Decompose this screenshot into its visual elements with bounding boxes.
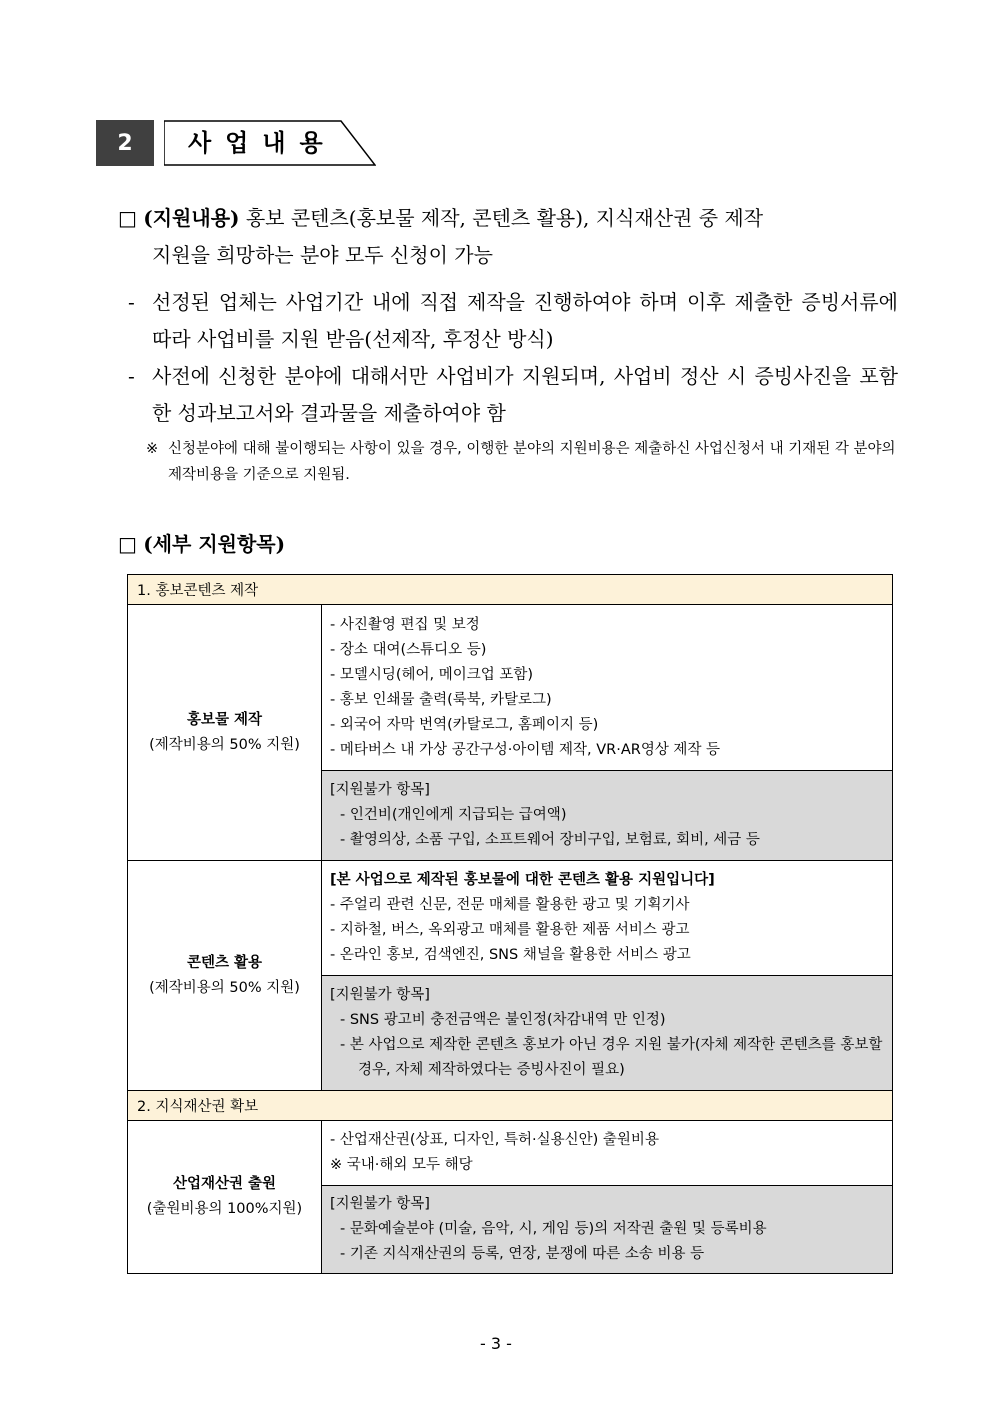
list-item: - 촬영의상, 소품 구입, 소프트웨어 장비구입, 보험료, 회비, 세금 등 [340,832,760,848]
category-label: 2. 지식재산권 확보 [128,1091,893,1121]
row-label-cell [128,861,322,1091]
list-item: - 산업재산권(상표, 디자인, 특허·실용신안) 출원비용 [330,1132,659,1148]
list-item: ※ 국내·해외 모두 해당 [330,1157,473,1173]
page-number: - 3 - [480,1334,512,1353]
items-cell [322,605,893,771]
list-item: - 주얼리 관련 신문, 전문 매체를 활용한 광고 및 기획기사 [330,897,690,913]
excluded-cell [322,1186,893,1274]
excluded-cell [322,771,893,861]
note [146,436,898,488]
excluded-title: [지원불가 항목] [330,782,430,798]
support-content-line2: 지원을 희망하는 분야 모두 신청이 가능 [152,243,493,267]
list-item: - 지하철, 버스, 옥외광고 매체를 활용한 제품 서비스 광고 [330,922,690,938]
checkbox-square: □ [118,532,137,556]
support-content-paragraph [118,200,898,274]
bullet-dash: - [128,364,135,388]
table-row [128,861,893,976]
row-label: 콘텐츠 활용 [186,954,263,971]
list-item: - 메타버스 내 가상 공간구성·아이템 제작, VR·AR영상 제작 등 [330,741,721,758]
row-label-cell [128,605,322,861]
list-intro: [본 사업으로 제작된 홍보물에 대한 콘텐츠 활용 지원입니다] [330,872,715,888]
category-row [128,575,893,605]
items-cell [322,1121,893,1186]
list-item: - 온라인 홍보, 검색엔진, SNS 채널을 활용한 서비스 광고 [330,947,691,963]
detail-table [127,574,893,1274]
category-row [128,1091,893,1121]
list-item: - 홍보 인쇄물 출력(룩북, 카탈로그) [330,691,552,708]
row-sub: (출원비용의 100%지원) [146,1201,303,1217]
row-sub: (제작비용의 50% 지원) [149,736,300,753]
bullet-item-1 [128,284,898,358]
note-mark: ※ [146,441,159,457]
row-label: 홍보물 제작 [186,711,263,728]
list-item: - 기존 지식재산권의 등록, 연장, 분쟁에 따른 소송 비용 등 [340,1246,705,1262]
row-label: 산업재산권 출원 [172,1176,277,1192]
list-item: - 외국어 자막 번역(카탈로그, 홈페이지 등) [330,716,599,733]
excluded-title: [지원불가 항목] [330,1196,430,1212]
items-cell [322,861,893,976]
list-item: - SNS 광고비 충전금액은 불인정(차감내역 만 인정) [340,1012,666,1028]
list-item: - 문화예술분야 (미술, 음악, 시, 게임 등)의 저작권 출원 및 등록비용 [340,1221,767,1237]
section-title: 사업내용 [188,129,337,157]
support-content-heading: (지원내용) [143,206,240,230]
checkbox-square: □ [118,206,137,230]
section-number: 2 [96,120,154,166]
note-text: 신청분야에 대해 불이행되는 사항이 있을 경우, 이행한 분야의 지원비용은 제출하신 사업신청서 내 기재된 각 분야의 제작비용을 기준으로 지원됨. [168,441,896,483]
detail-heading-text: (세부 지원항목) [143,532,286,556]
row-sub: (제작비용의 50% 지원) [149,979,300,996]
list-item: - 모델시딩(헤어, 메이크업 포함) [330,666,534,683]
section-title-box [164,120,376,166]
list-item: - 본 사업으로 제작한 콘텐츠 홍보가 아닌 경우 지원 불가(자체 제작한 콘텐츠를 홍보할 경우, 자체 제작하였다는 증빙사진이 필요) [340,1037,883,1078]
support-content-line1: 홍보 콘텐츠(홍보물 제작, 콘텐츠 활용), 지식재산권 중 제작 [239,206,764,230]
excluded-title: [지원불가 항목] [330,987,430,1003]
section-header [96,120,386,166]
detail-heading [118,526,285,562]
bullet-text: 선정된 업체는 사업기간 내에 직접 제작을 진행하여야 하며 이후 제출한 증빙서류에 따라 사업비를 지원 받음(선제작, 후정산 방식) [152,290,898,351]
excluded-cell [322,976,893,1091]
row-label-cell [128,1121,322,1274]
category-label: 1. 홍보콘텐츠 제작 [128,575,893,605]
list-item: - 장소 대여(스튜디오 등) [330,641,487,658]
table-row [128,1121,893,1186]
list-item: - 인건비(개인에게 지급되는 급여액) [340,807,567,823]
list-item: - 사진촬영 편집 및 보정 [330,616,480,633]
bullet-dash: - [128,290,135,314]
bullet-item-2 [128,358,898,432]
table-row [128,605,893,771]
bullet-text: 사전에 신청한 분야에 대해서만 사업비가 지원되며, 사업비 정산 시 증빙사진을 포함한 성과보고서와 결과물을 제출하여야 함 [152,364,898,425]
